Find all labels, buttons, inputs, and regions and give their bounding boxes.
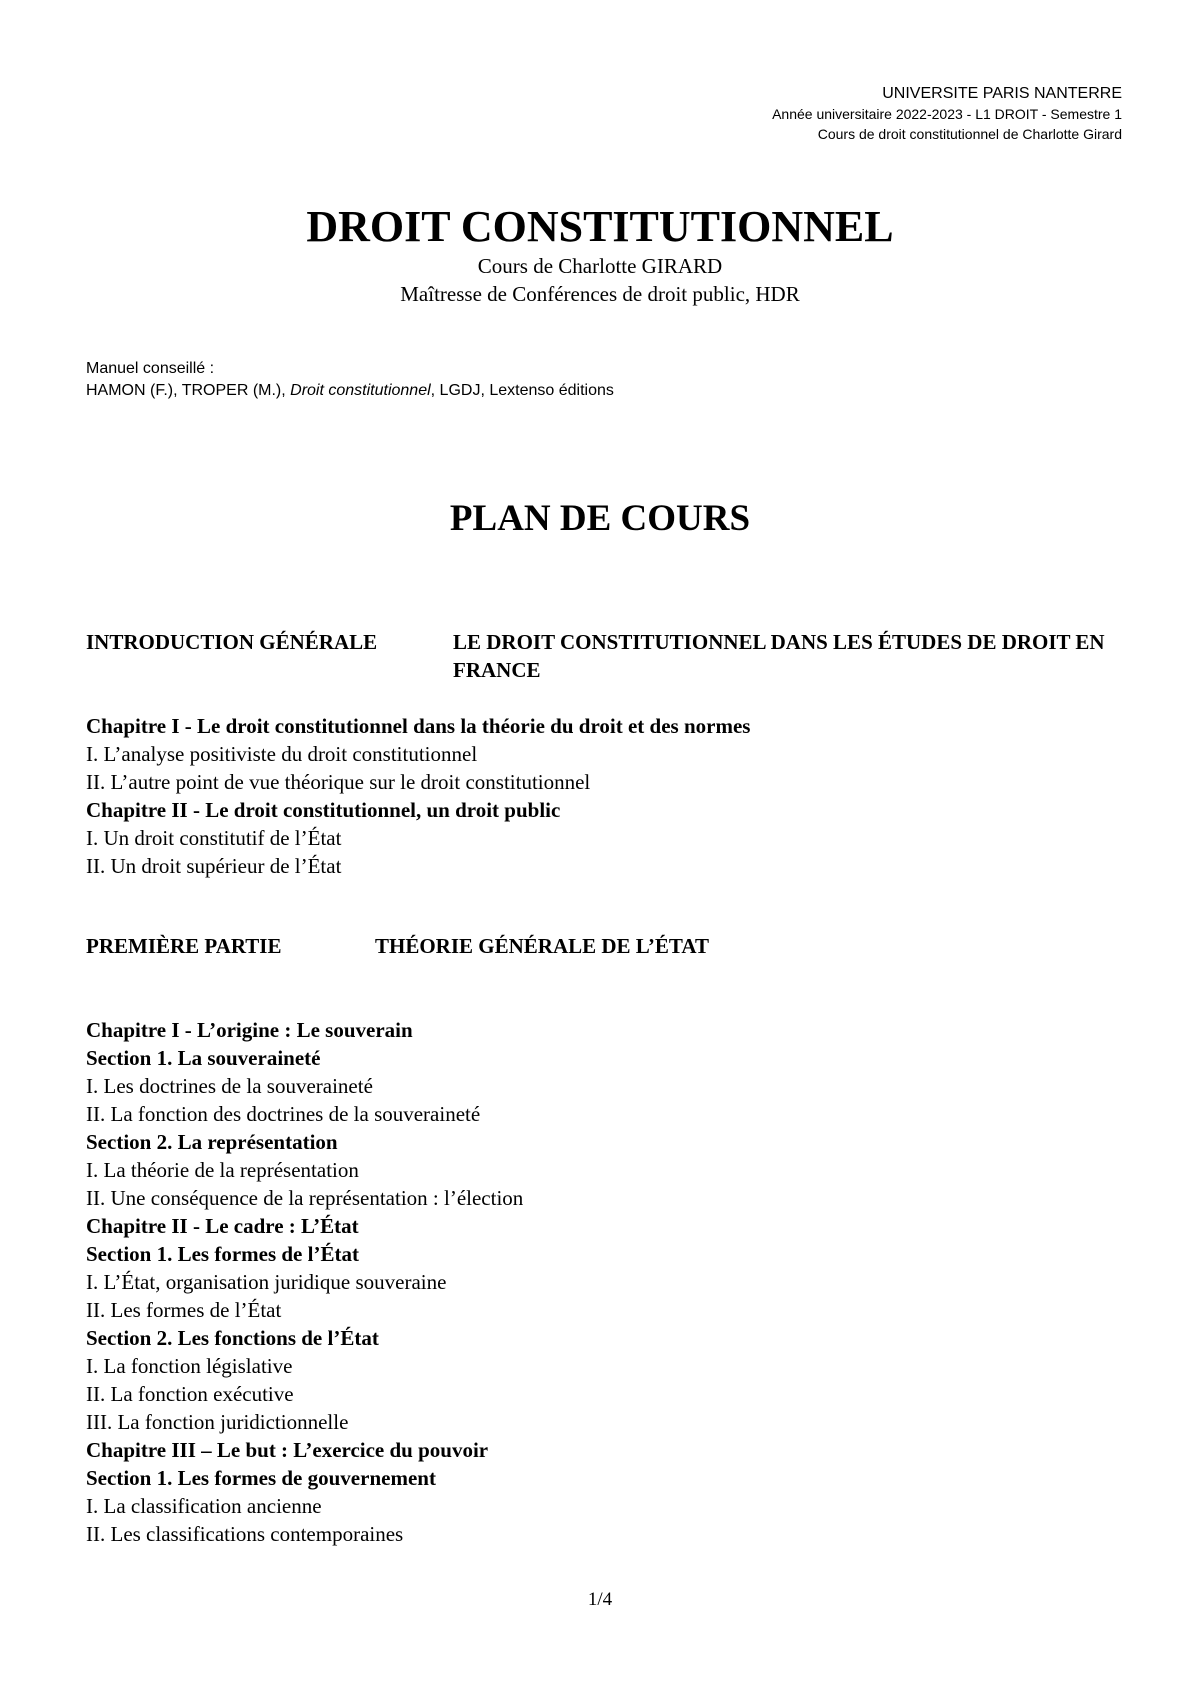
outline-heading: Section 1. Les formes de l’État [86, 1242, 359, 1266]
outline-item: II. Un droit supérieur de l’État [86, 854, 342, 878]
outline-item: II. Les classifications contemporaines [86, 1522, 404, 1546]
course-line: Cours de droit constitutionnel de Charlotte Girard [817, 126, 1122, 142]
part1-description: THÉORIE GÉNÉRALE DE L’ÉTAT [375, 934, 709, 958]
part1-outline [86, 1016, 523, 1548]
academic-year-line: Année universitaire 2022-2023 - L1 DROIT - Semestre 1 [772, 106, 1122, 122]
outline-item: I. L’analyse positiviste du droit constitutionnel [86, 742, 478, 766]
teacher-line: Cours de Charlotte GIRARD [477, 254, 723, 278]
outline-heading: Chapitre II - Le droit constitutionnel, un droit public [86, 798, 561, 822]
header-block [772, 84, 1122, 144]
outline-heading: Chapitre I - Le droit constitutionnel dans la théorie du droit et des normes [86, 714, 751, 738]
intro-outline [86, 712, 750, 880]
outline-heading: Chapitre II - Le cadre : L’État [86, 1214, 359, 1238]
outline-item: I. La théorie de la représentation [86, 1158, 359, 1182]
outline-item: I. Un droit constitutif de l’État [86, 826, 342, 850]
outline-heading: Section 2. La représentation [86, 1130, 338, 1154]
outline-heading: Chapitre III – Le but : L’exercice du pouvoir [86, 1438, 489, 1462]
outline-item: I. Les doctrines de la souveraineté [86, 1074, 373, 1098]
outline-heading: Section 2. Les fonctions de l’État [86, 1326, 379, 1350]
intro-description: LE DROIT CONSTITUTIONNEL DANS LES ÉTUDES DE DROIT EN FRANCE [453, 630, 1105, 682]
teacher-position: Maîtresse de Conférences de droit public, HDR [400, 282, 800, 306]
outline-item: II. Une conséquence de la représentation : l’élection [86, 1186, 524, 1210]
part1-label: PREMIÈRE PARTIE [86, 934, 282, 958]
outline-item: I. L’État, organisation juridique souveraine [86, 1270, 447, 1294]
outline-item: II. L’autre point de vue théorique sur le droit constitutionnel [86, 770, 591, 794]
university-name: UNIVERSITE PARIS NANTERRE [882, 85, 1122, 102]
outline-item: I. La fonction législative [86, 1354, 293, 1378]
manual-publisher: , LGDJ, Lextenso éditions [430, 382, 614, 399]
recommended-manual [86, 358, 614, 402]
plan-title: PLAN DE COURS [449, 498, 751, 539]
outline-item: II. Les formes de l’État [86, 1298, 282, 1322]
outline-item: III. La fonction juridictionnelle [86, 1410, 349, 1434]
manual-reference [86, 380, 614, 402]
page-number: 1/4 [587, 1589, 613, 1610]
outline-item: I. La classification ancienne [86, 1494, 322, 1518]
document-title: DROIT CONSTITUTIONNEL [306, 202, 894, 251]
outline-heading: Section 1. Les formes de gouvernement [86, 1466, 436, 1490]
outline-item: II. La fonction exécutive [86, 1382, 294, 1406]
outline-item: II. La fonction des doctrines de la souveraineté [86, 1102, 481, 1126]
manual-book-title: Droit constitutionnel [290, 382, 431, 399]
outline-heading: Section 1. La souveraineté [86, 1046, 321, 1070]
title-block [0, 202, 1200, 308]
manual-label: Manuel conseillé : [86, 360, 215, 377]
intro-label: INTRODUCTION GÉNÉRALE [86, 630, 378, 654]
manual-authors: HAMON (F.), TROPER (M.), [86, 382, 291, 399]
outline-heading: Chapitre I - L’origine : Le souverain [86, 1018, 413, 1042]
